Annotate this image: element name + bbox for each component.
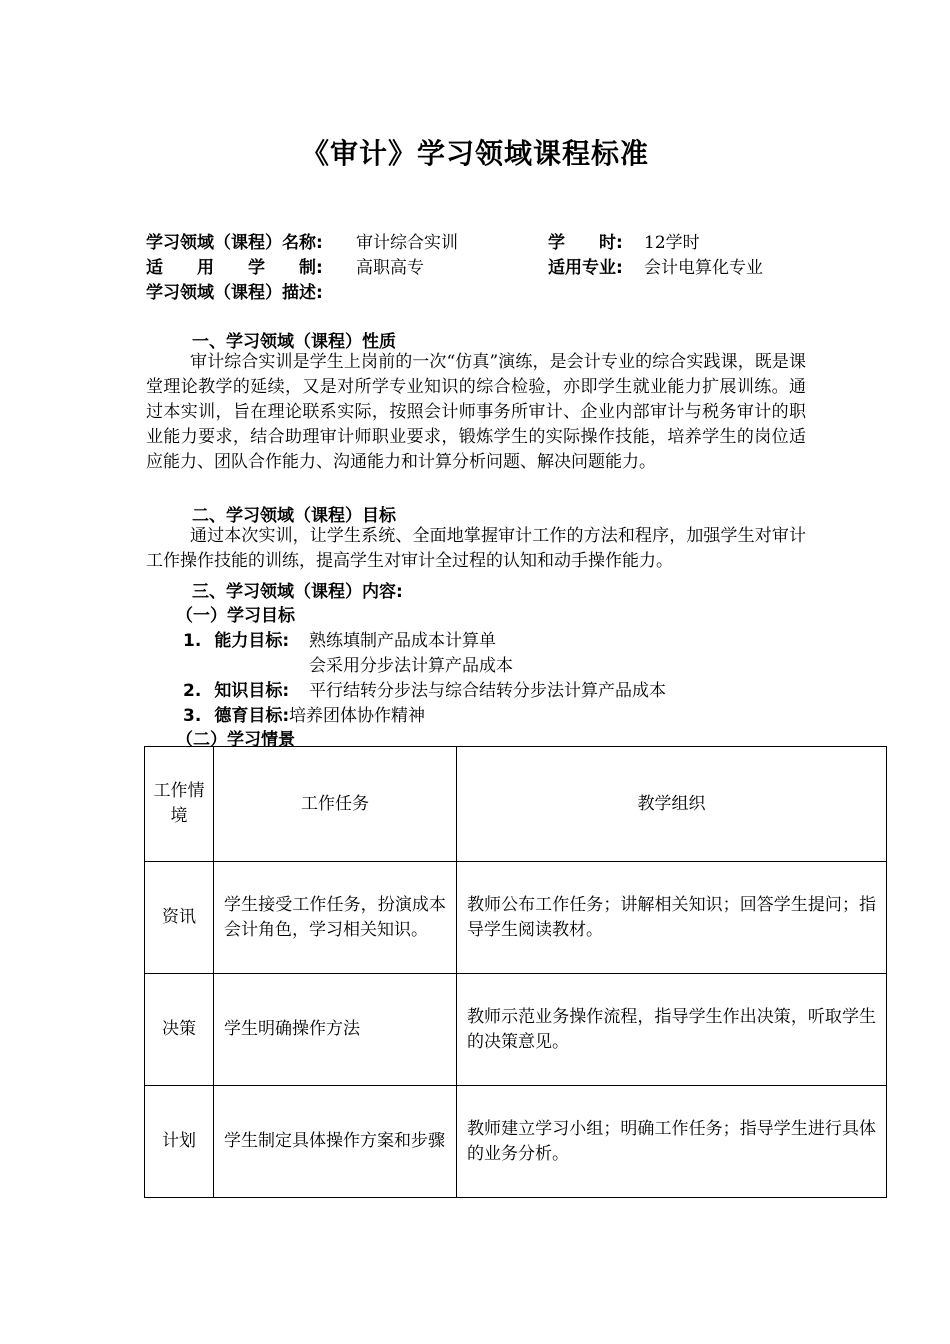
meta-row-desc [146,278,846,302]
table-cell: 教师公布工作任务；讲解相关知识；回答学生提问；指导学生阅读教材。 [457,862,887,974]
section2-heading: 二、学习领域（课程）目标 [192,506,396,526]
system-label: 适 用 学 制: [146,258,323,278]
goal-moral [183,701,289,726]
section2-body: 通过本次实训，让学生系统、全面地掌握审计工作的方法和程序，加强学生对审计工作操作技能的训练，提高学生对审计全过程的认知和动手操作能力。 [146,526,806,571]
table-cell: 教师建立学习小组；明确工作任务；指导学生进行具体的业务分析。 [457,1086,887,1198]
learning-goals-heading: （一）学习目标 [176,606,295,626]
table-cell: 学生制定具体操作方案和步骤 [214,1086,457,1198]
table-cell: 学生接受工作任务，扮演成本会计角色，学习相关知识。 [214,862,457,974]
header-cell: 工作任务 [214,747,457,862]
major-value: 会计电算化专业 [644,258,763,278]
meta-row-name [146,228,846,252]
section1-heading: 一、学习领域（课程）性质 [192,332,396,352]
table-cell: 教师示范业务操作流程，指导学生作出决策，听取学生的决策意见。 [457,974,887,1086]
header-cell: 教学组织 [457,747,887,862]
goal-label: 知识目标: [214,681,290,701]
goal-label: 德育目标: [214,706,290,726]
header-cell: 工作情境 [145,747,214,862]
system-value: 高职高专 [356,258,424,278]
section1-body: 审计综合实训是学生上岗前的一次“仿真”演练，是会计专业的综合实践课，既是课堂理论教学的延续，又是对所学专业知识的综合检验，亦即学生就业能力扩展训练。通过本实训，旨在理论联系实际，按照会计师事务所审计、企业内部审计与税务审计的职业能力要求，结合助理审计师职业要求，锻炼学生的实际操作技能，培养学生的岗位适应能力、团队合作能力、沟通能力和计算分析问题、解决问题能力。 [146,352,806,472]
hours-value: 12学时 [644,233,700,253]
table-cell: 学生明确操作方法 [214,974,457,1086]
goal-num: 3. [183,706,202,726]
goal-num: 2. [183,681,202,701]
goal-num: 1. [183,631,202,651]
table-row [145,974,887,1086]
table-header-row [145,747,887,862]
learning-scenario-heading: （二）学习情景 [176,730,295,750]
table-row [145,862,887,974]
course-name-value: 审计综合实训 [356,233,458,253]
goal-line: 会采用分步法计算产品成本 [309,656,513,676]
goal-ability [183,626,289,651]
learning-scenario-table [144,746,887,1198]
goal-knowledge [183,676,289,701]
table-cell: 决策 [145,974,214,1086]
major-label: 适用专业: [548,258,623,278]
goal-line: 熟练填制产品成本计算单 [309,631,496,651]
table-cell: 资讯 [145,862,214,974]
hours-label: 学 时: [548,233,623,253]
section3-heading: 三、学习领域（课程）内容: [192,582,403,602]
goal-label: 能力目标: [214,631,290,651]
table-row [145,1086,887,1198]
goal-line: 平行结转分步法与综合结转分步法计算产品成本 [309,681,666,701]
meta-row-system [146,253,846,277]
table-cell: 计划 [145,1086,214,1198]
goal-line: 培养团体协作精神 [289,706,425,726]
course-desc-label: 学习领域（课程）描述: [146,283,323,303]
page-title: 《审计》学习领域课程标准 [300,137,649,170]
course-name-label: 学习领域（课程）名称: [146,233,323,253]
